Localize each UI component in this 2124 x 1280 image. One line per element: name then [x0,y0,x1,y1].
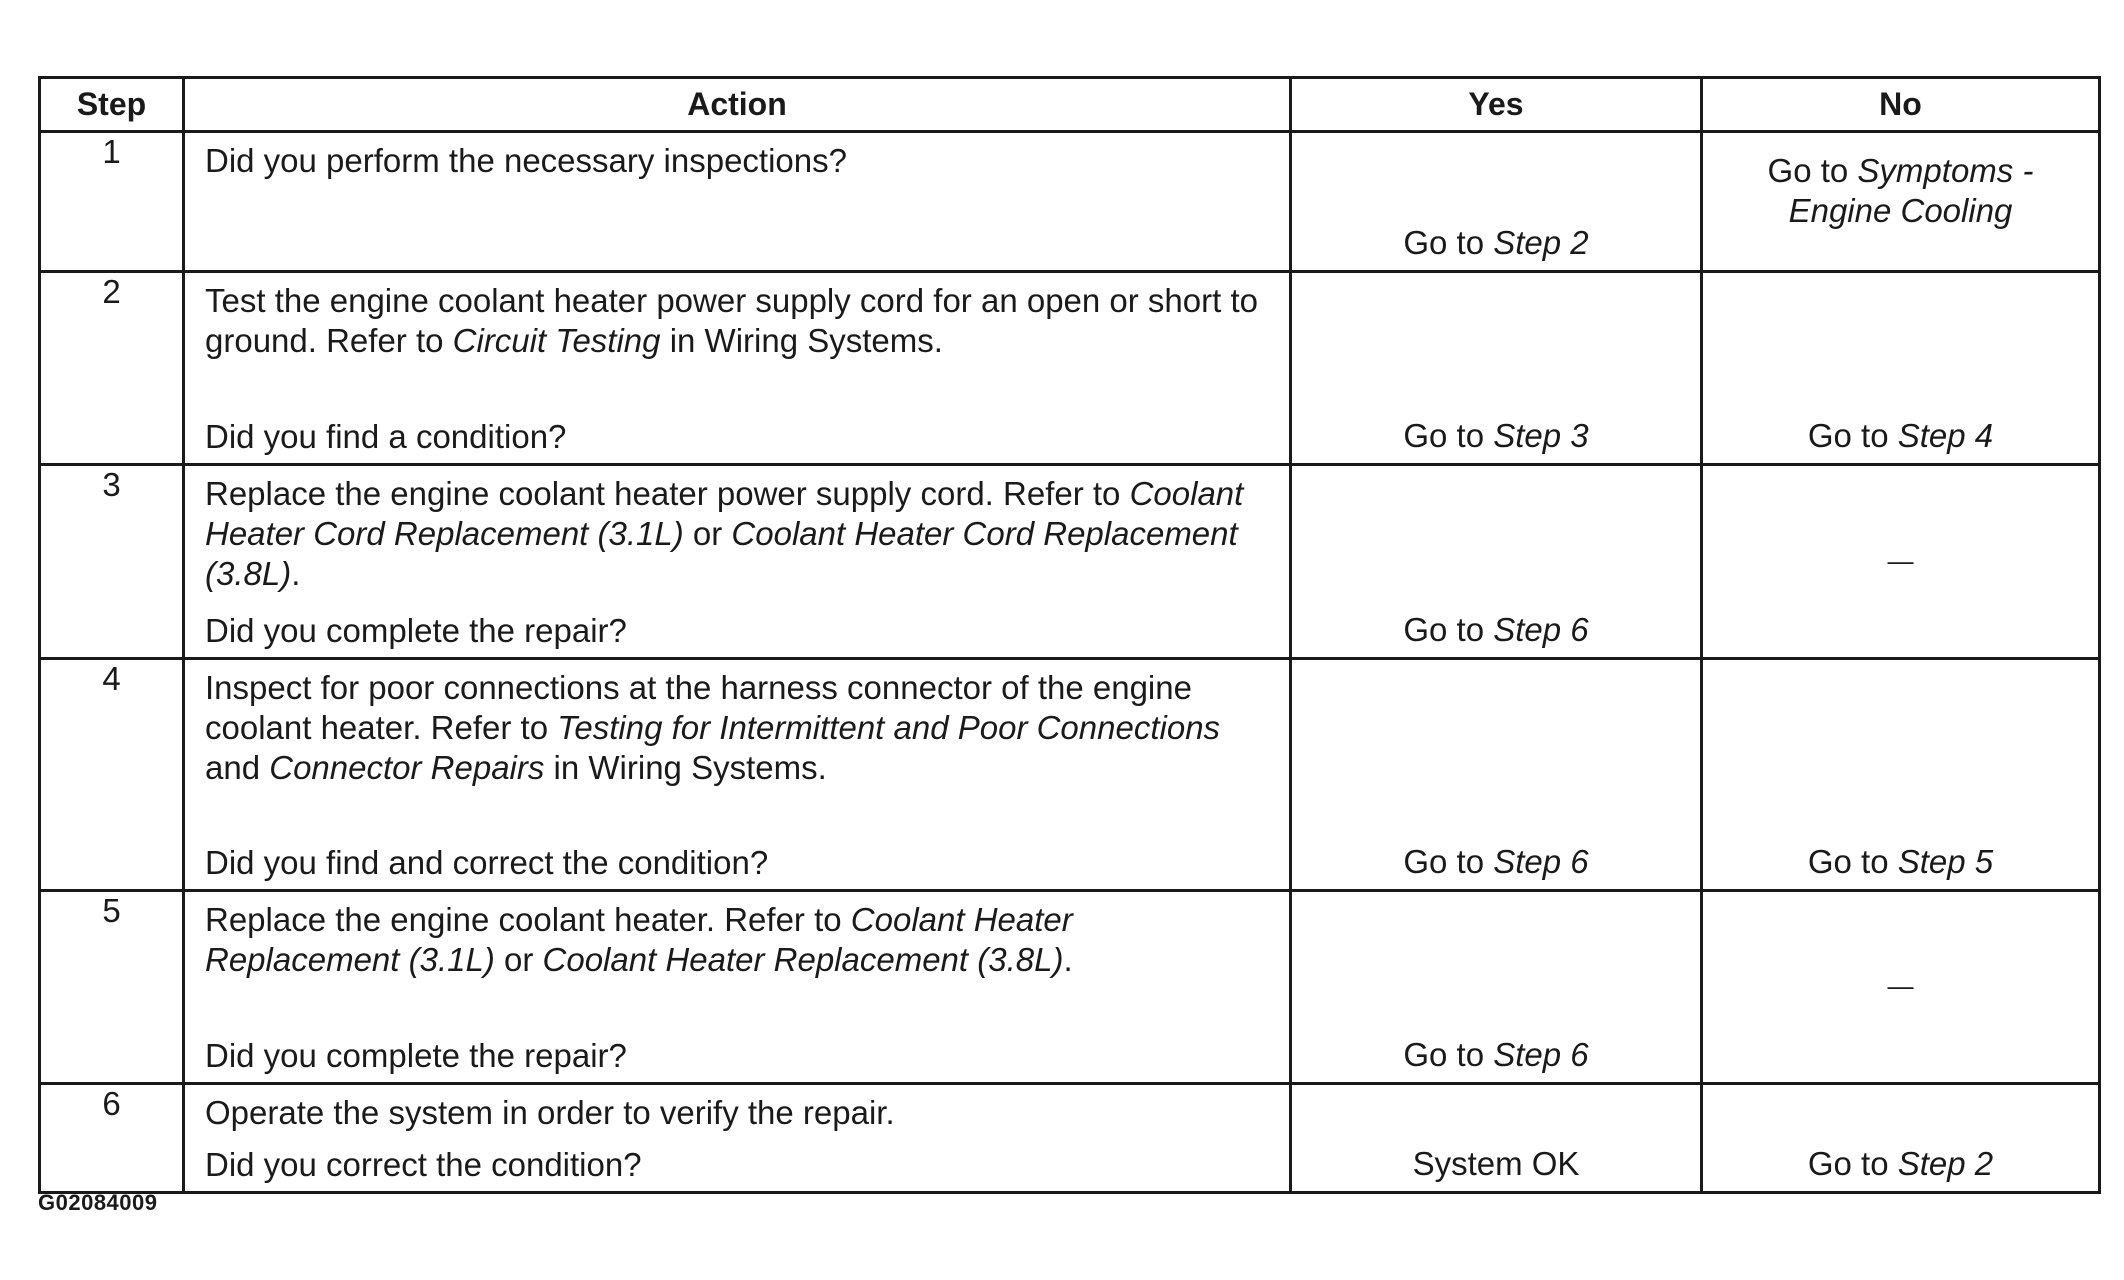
action-question: Did you complete the repair? [205,612,627,649]
yes-cell [1291,132,1702,272]
action-cell [184,891,1291,1084]
action-cell [184,132,1291,272]
goto-prefix: Go to [1403,417,1494,454]
action-text-segment: Test the engine coolant heater power supply cord for an open or short to ground. Refer to [205,282,1258,359]
goto-prefix: Go to [1767,152,1858,189]
step-number: 3 [40,465,184,659]
table-row [40,132,2100,272]
goto-reference: Step 2 [1493,224,1589,261]
yes-cell [1291,1084,1702,1193]
reference-link-text: Coolant Heater Replacement (3.1L) [205,901,1073,978]
goto-reference: Step 6 [1493,843,1589,880]
reference-link-text: Coolant Heater Cord Replacement (3.8L) [205,515,1238,592]
no-result [1703,843,2098,881]
action-text-segment: . [1063,941,1073,978]
reference-link-text: Testing for Intermittent and Poor Connections [557,709,1221,746]
step-number: 1 [40,132,184,272]
goto-reference: Step 6 [1493,1036,1589,1073]
yes-cell [1291,272,1702,465]
yes-result: System OK [1412,1145,1580,1182]
action-text-segment: and [205,749,270,786]
action-text [205,1093,1269,1133]
table-body [40,132,2100,1193]
goto-reference: Step 2 [1897,1145,1994,1182]
header-step: Step [40,78,184,132]
action-question: Did you correct the condition? [205,1146,642,1183]
action-question: Did you find and correct the condition? [205,844,769,881]
action-text [205,668,1269,788]
header-yes: Yes [1291,78,1702,132]
action-text-segment: Replace the engine coolant heater. Refer to [205,901,851,938]
goto-reference: Step 4 [1897,417,1994,454]
figure-id: G02084009 [38,1190,158,1215]
action-cell [184,659,1291,891]
yes-result [1292,611,1700,649]
not-applicable-dash: — [1887,545,1914,575]
action-text-segment: Did you perform the necessary inspections? [205,142,847,179]
no-cell [1702,272,2100,465]
action-text [205,281,1269,361]
yes-result [1292,1036,1700,1074]
step-number: 2 [40,272,184,465]
action-text-segment: . [291,555,301,592]
header-no: No [1702,78,2100,132]
goto-prefix: Go to [1403,843,1494,880]
no-cell [1702,891,2100,1084]
action-text [205,474,1269,594]
no-cell [1702,465,2100,659]
yes-result [1292,843,1700,881]
goto-reference: Symptoms - [1857,152,2034,189]
action-question: Did you complete the repair? [205,1037,627,1074]
yes-cell [1291,465,1702,659]
action-cell [184,1084,1291,1193]
action-cell [184,465,1291,659]
action-text-segment: in Wiring Systems. [544,749,827,786]
header-row [40,78,2100,132]
goto-prefix: Go to [1807,417,1898,454]
no-cell [1702,659,2100,891]
action-text-segment: Operate the system in order to verify the repair. [205,1094,895,1131]
action-text-segment: or [494,941,543,978]
goto-prefix: Go to [1807,843,1898,880]
reference-link-text: Circuit Testing [452,322,661,359]
goto-reference: Engine Cooling [1788,192,2013,229]
goto-reference: Step 5 [1897,843,1994,880]
action-text-segment: Inspect for poor connections at the harness connector of the engine coolant heater. Refer to [205,669,1192,746]
table-row [40,1084,2100,1193]
no-cell [1702,1084,2100,1193]
action-text [205,900,1269,980]
goto-reference: Step 6 [1493,611,1589,648]
no-result [1703,417,2098,455]
action-text-segment: Replace the engine coolant heater power supply cord. Refer to [205,475,1130,512]
action-question: Did you find a condition? [205,418,567,455]
action-text-segment: in Wiring Systems. [660,322,943,359]
action-text-segment: or [683,515,732,552]
no-result [1703,1145,2098,1183]
step-number: 5 [40,891,184,1084]
table-row [40,272,2100,465]
goto-reference: Step 3 [1493,417,1589,454]
yes-cell [1291,659,1702,891]
goto-prefix: Go to [1403,224,1494,261]
table-row [40,465,2100,659]
action-text [205,141,1269,181]
table-row [40,659,2100,891]
reference-link-text: Coolant Heater Replacement (3.8L) [542,941,1064,978]
reference-link-text: Coolant Heater Cord Replacement (3.1L) [205,475,1244,552]
step-number: 6 [40,1084,184,1193]
header-action: Action [184,78,1291,132]
no-cell [1702,132,2100,272]
diagnostic-table [38,76,2101,1194]
not-applicable-dash: — [1887,970,1914,1001]
reference-link-text: Connector Repairs [269,749,545,786]
yes-result [1292,417,1700,455]
table-row [40,891,2100,1084]
step-number: 4 [40,659,184,891]
no-result [1703,151,2098,231]
yes-cell [1291,891,1702,1084]
goto-prefix: Go to [1807,1145,1898,1182]
yes-result [1292,224,1700,262]
goto-prefix: Go to [1403,1036,1494,1073]
goto-prefix: Go to [1403,611,1494,648]
action-cell [184,272,1291,465]
